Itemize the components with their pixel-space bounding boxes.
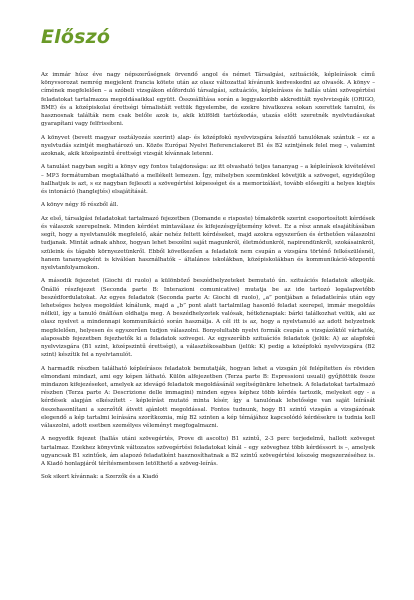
paragraph-chapter-two: A második fejezetet (Giochi di ruolo) a különböző beszédhelyzeteket bemutató ún. szituációs feladatok alkotják. Önálló részfejezet (Seconda parte B: Interazioni comunicative) mutatja be az ide tartozó legalapvetőbb beszédfordulatokat. Az egyes feladatok (Seconda parte A: Giochi di ruolo), „a” pontjában a feladatleírás után egy lehetséges helyes megoldást kínálunk, majd a „b” pont alatt tartalmilag hasonló feladat szerepel, immár megoldás nélkül, így a tanuló önállóan oldhatja meg. A beszédhelyzetek valósak, hétköznapiak: bárki találkozhat velük, aki az olasz nyelvet a mindennapi kommunikáció során használja. A cél itt is az, hogy a nyelvtanuló az adott helyzetnek megfelelően, helyesen és egyszerűen tudjon válaszolni. Bonyolultabb nyelvi formák csupán a vizsgázóktól várhatók, alaposabb fejezetben fejezhetők ki a feladatok szövegei. Az egyszerűbb szituációs feladatok (jelük: A) az alapfokú nyelvvizsgára (B1 szint, középszintű érettségi), a választékosabban (jelük: K) pedig a középfokú nyelvvizsgára (B2 szint) készítik fel a nyelvtanulót. [41,278,375,359]
preface-body [41,71,375,487]
paragraph-chapter-four: A negyedik fejezet (hallás utáni szövegértés, Prove di ascolto) B1 szintű, 2-3 perc terjedelmű, hallott szöveget tartalmaz. Ezekhez könyvünk változatos szövegértési feladatokat kínál – egy szöveghez több kérdéssort is –, amelyek ugyancsak B1 szintűek, ám alapozó feladatként hasznosíthatnak a B2 szintű szövegértési készség megszerzéséhez is. A Kiadó honlapjáról térítésmentesen letölthető a szöveg-leírás. [41,436,375,468]
paragraph-audio: A tanulást nagyban segíti a könyv egy fontos tulajdonsága: az itt olvasható teljes tananyag – a képleírások kivételével – MP3 formátumban megtalálható a mellékelt lemezen. Így, mihelyben szemünkkel követjük a szöveget, egyidejűleg hallhatjuk is azt, s ez nagyban fejleszti a szövegértési képességet és a memorizálást, tovább elősegíti a helyes kiejtés és intonáció (hanglejtés) elsajátítását. [41,164,375,196]
paragraph-chapter-three: A harmadik részben található képleírásos feladatok bemutatják, hogyan lehet a vizsgán jól felépítetten és röviden elmondani mindazt, ami egy képen látható. Külön alfejezetben (Terza parte B: Espressioni usuali) gyűjtöttük össze mindazon kifejezéseket, amelyek az idevágó feladatok megoldásánál segítségünkre lehetnek. A feladatokat tartalmazó részben (Terza parte A: Descrizione delle immagini) minden egyes képhez több kérdés tartozik, melyeket egy - a kérdések alapján elkészített - képleírást mutató minta kísér, így a tanulónak lehetősége van saját leírását összehasonlítani a szerzőtől átvett ajánlott megoldással. Fontos tudnunk, hogy B1 szintű vizsgán a vizsgázónak elegendő a kép tartalmi leírására szorítkoznia, míg B2 szinten a kép témájához kapcsolódó kérdésekre is tudnia kell válaszolni, adott esetben személyes véleményt megfogalmazni. [41,365,375,430]
paragraph-intro: Az immár húsz éve nagy népszerűségnek örvendő angol és német Társalgási, szituációk, képleírások című könyvsorozat nemrég megjelent francia kötete után az olasz változattal kívánunk kedveskedni az olvasók. A könyv – címének megfelelően – a szóbeli vizsgákon előforduló társalgási, szituációs, képleírásos és hallás utáni szövegértési feladatokat tartalmazza megoldásaikkal együtt. Összeállítása során a leggyakoribb akkreditált nyelvvizsgák (ORIGO, BME) és a középiskolai érettségi témalistáit vettük figyelembe, de ezekre hivatkozva sokan szerettek tanulni, és hasznosnak találták nem csak belőle azok is, akik külföldi tartózkodás, utazás előtt szeretnék nyelvtudásukat gyarapítani vagy felfrissíteni. [41,72,375,128]
paragraph-target-levels: A könyvet (bevett magyar osztályozás szerint) alap- és középfokú nyelvvizsgára készülő tanulóknak szántuk – ez a nyelvtudás szintjét meghatározó un. Közös Európai Nyelvi Referenciakeret B1 és B2 szintjének felel meg –, valamint azoknak, akik középszintű érettségi vizsgát kívánnak letenni. [41,134,375,158]
paragraph-closing: Sok sikert kívánnak: a Szerzők és a Kiadó [41,474,159,481]
paragraph-chapter-one: Az első, társalgási feladatokat tartalmazó fejezetben (Domande e risposte) témakörök szerint csoportosított kérdések és válaszok szerepelnek. Minden kérdést mintaválasz és kifejezésgyűjtemény követ. Ez a rész annak elsajátításában segít, hogy a nyelvtanulók megfelelő, akár nehéz feltett kérdéseket, majd azokra egyszerűen és érthetően válaszolni tudjanak. Mintát adnak ahhoz, hogyan lehet beszélni saját magunkról, életmódunkról, napirendünkről, szokásainkról, szüleink és tágabb környezetünkről. Ebből következően a feladatok nem csupán a vizsgára történő felkészülésnél, hanem tananyagként is kiválóan használhatók – általános iskolákban, középiskolákban és kommunikáció-központú nyelvtanfolyamokon. [41,215,375,272]
page-title: Előszó [41,26,111,48]
paragraph-structure: A könyv négy fő részből áll. [41,202,119,209]
